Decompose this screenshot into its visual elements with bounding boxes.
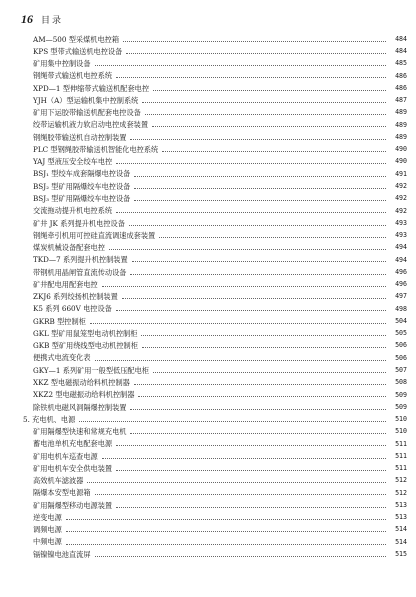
- toc-entry-title: 钢绳胶带输送机自动控制装置: [33, 132, 127, 142]
- toc-entry: [33, 327, 407, 339]
- dot-leader: [153, 90, 386, 91]
- toc-entry-title: XKZ2 型电磁振动给料机控制器: [33, 390, 135, 400]
- toc-entry: [33, 389, 407, 401]
- dot-leader: [102, 286, 386, 287]
- toc-entry: [33, 487, 407, 499]
- dot-leader: [132, 261, 386, 262]
- toc-entry: [33, 45, 407, 57]
- dot-leader: [142, 347, 386, 348]
- dot-leader: [130, 433, 386, 434]
- toc-entry-title: GKB 型矿用绕线型电动机控制柜: [33, 341, 138, 351]
- page-number: 16: [21, 12, 33, 26]
- toc-entry-page: 486: [395, 71, 407, 80]
- dot-leader: [141, 335, 386, 336]
- toc-entry-page: 505: [395, 329, 407, 338]
- toc-entry: [33, 192, 407, 204]
- toc-entry-title: 矿用集中控制设备: [33, 59, 91, 69]
- toc-entry: [33, 58, 407, 70]
- dot-leader: [134, 200, 386, 201]
- toc-entry: [33, 242, 407, 254]
- toc-entry-page: 490: [395, 145, 407, 154]
- toc-entry-title: KPS 型带式输送机电控设备: [33, 46, 123, 56]
- table-of-contents: [23, 33, 407, 560]
- toc-entry-title: 蓄电池单机充电配套电源: [33, 439, 113, 449]
- toc-entry-page: 514: [395, 537, 407, 546]
- toc-entry: [33, 499, 407, 511]
- toc-entry-title: AM—500 型采煤机电控箱: [33, 34, 120, 44]
- dot-leader: [87, 482, 386, 483]
- toc-entry-page: 510: [395, 415, 407, 424]
- toc-entry: [33, 180, 407, 192]
- toc-entry-page: 490: [395, 157, 407, 166]
- dot-leader: [102, 458, 386, 459]
- toc-entry: [33, 119, 407, 131]
- toc-entry: [33, 303, 407, 315]
- dot-leader: [66, 531, 386, 532]
- dot-leader: [134, 176, 386, 177]
- toc-entry-page: 492: [395, 194, 407, 203]
- toc-entry: [33, 107, 407, 119]
- toc-entry-page: 491: [395, 169, 407, 178]
- dot-leader: [142, 102, 386, 103]
- toc-entry-page: 485: [395, 59, 407, 68]
- toc-entry: [33, 217, 407, 229]
- toc-entry-page: 493: [395, 231, 407, 240]
- toc-entry: [33, 352, 407, 364]
- toc-entry: [33, 254, 407, 266]
- dot-leader: [130, 409, 386, 410]
- toc-entry-page: 489: [395, 132, 407, 141]
- dot-leader: [116, 445, 386, 446]
- toc-entry: [33, 548, 407, 560]
- toc-entry-page: 487: [395, 96, 407, 105]
- toc-entry-page: 494: [395, 243, 407, 252]
- toc-entry-page: 515: [395, 549, 407, 558]
- toc-entry-title: YJH（A）型运输机集中控制系统: [33, 95, 139, 105]
- dot-leader: [134, 384, 386, 385]
- toc-entry: [33, 438, 407, 450]
- toc-entry-title: BSJ₃ 型矿用隔爆绞车电控设备: [33, 193, 131, 203]
- toc-entry-title: 带钢机用晶闸管直流传动设备: [33, 267, 127, 277]
- toc-entry-page: 511: [395, 464, 407, 473]
- toc-entry: [33, 278, 407, 290]
- toc-entry-title: 矿用下运胶带输送机配套电控设备: [33, 108, 141, 118]
- toc-entry: [33, 376, 407, 388]
- dot-leader: [159, 237, 386, 238]
- toc-entry-title: 钢绳牵引机用可控硅直流调速成套装置: [33, 230, 156, 240]
- dot-leader: [123, 41, 386, 42]
- toc-entry: [33, 364, 407, 376]
- toc-entry-title: ZKJ6 系列绞扬机控制装置: [33, 292, 118, 302]
- toc-entry: [33, 131, 407, 143]
- toc-entry-title: 矿用电机车巡查电源: [33, 451, 98, 461]
- toc-entry: [33, 340, 407, 352]
- toc-entry-title: K5 系列 660V 电控设备: [33, 304, 112, 314]
- page-header: [21, 12, 63, 26]
- toc-entry-page: 506: [395, 341, 407, 350]
- dot-leader: [116, 470, 386, 471]
- toc-entry-title: 矿井 JK 系列提升机电控设备: [33, 218, 125, 228]
- dot-leader: [145, 114, 386, 115]
- toc-entry: [33, 450, 407, 462]
- dot-leader: [116, 77, 386, 78]
- toc-entry-page: 497: [395, 292, 407, 301]
- toc-entry-page: 509: [395, 402, 407, 411]
- toc-entry-title: 矿用电机车安全供电装置: [33, 463, 113, 473]
- toc-entry-title: 逆变电源: [33, 512, 62, 522]
- dot-leader: [130, 274, 386, 275]
- toc-entry: [33, 462, 407, 474]
- toc-entry-page: 496: [395, 267, 407, 276]
- toc-entry-title: 煤炭机械设备配套电控: [33, 243, 105, 253]
- toc-entry: [33, 70, 407, 82]
- toc-entry-page: 511: [395, 451, 407, 460]
- toc-entry-title: GKY—1 系列矿用一般型低压配电柜: [33, 365, 149, 375]
- dot-leader: [116, 310, 386, 311]
- toc-entry-title: 5. 充电机、电源: [23, 414, 76, 424]
- toc-section-heading: [23, 413, 407, 425]
- toc-entry: [33, 315, 407, 327]
- toc-entry: [33, 426, 407, 438]
- toc-entry-title: 隔爆本安型电源箱: [33, 488, 91, 498]
- toc-entry-page: 508: [395, 378, 407, 387]
- dot-leader: [138, 396, 386, 397]
- toc-entry-page: 504: [395, 316, 407, 325]
- running-title: 目录: [41, 16, 64, 26]
- dot-leader: [162, 151, 386, 152]
- dot-leader: [130, 139, 386, 140]
- toc-entry-title: 绞带运输机液力软启动电控成套装置: [33, 120, 149, 130]
- toc-entry-title: 中频电源: [33, 537, 62, 547]
- dot-leader: [116, 163, 386, 164]
- toc-entry-title: PLC 型钢绳胶带输送机智能化电控系统: [33, 144, 159, 154]
- dot-leader: [116, 507, 386, 508]
- toc-entry: [33, 266, 407, 278]
- toc-entry: [33, 94, 407, 106]
- toc-entry-page: 484: [395, 47, 407, 56]
- toc-entry-page: 492: [395, 182, 407, 191]
- toc-entry-title: XPD—1 型伸缩带式输送机配套电控: [33, 83, 150, 93]
- toc-entry-page: 494: [395, 255, 407, 264]
- toc-entry-page: 512: [395, 488, 407, 497]
- toc-entry-title: TKD—7 系列提升机控制装置: [33, 255, 128, 265]
- dot-leader: [134, 188, 386, 189]
- toc-entry: [33, 475, 407, 487]
- toc-entry-title: BSJ₁ 型绞车成套隔爆电控设备: [33, 169, 131, 179]
- toc-entry: [33, 156, 407, 168]
- toc-entry-page: 506: [395, 353, 407, 362]
- toc-entry: [33, 33, 407, 45]
- toc-entry-title: GKRB 型控制柜: [33, 316, 86, 326]
- toc-entry-title: 钢绳带式输送机电控系统: [33, 71, 113, 81]
- toc-entry-title: 镉镍镍电池直流屏: [33, 549, 91, 559]
- toc-entry-page: 509: [395, 390, 407, 399]
- toc-entry-page: 514: [395, 525, 407, 534]
- toc-entry-page: 513: [395, 500, 407, 509]
- toc-entry-title: BSJ₂ 型矿用隔爆绞车电控设备: [33, 181, 131, 191]
- toc-entry-page: 489: [395, 120, 407, 129]
- toc-entry-title: 调频电源: [33, 525, 62, 535]
- dot-leader: [109, 249, 386, 250]
- toc-entry: [33, 401, 407, 413]
- toc-entry: [33, 511, 407, 523]
- toc-entry-title: XKZ 型电磁振动给料机控制器: [33, 377, 130, 387]
- toc-entry: [33, 82, 407, 94]
- dot-leader: [90, 323, 386, 324]
- toc-entry: [33, 291, 407, 303]
- toc-entry-title: YAJ 型液压安全绞车电控: [33, 157, 113, 167]
- toc-entry-page: 484: [395, 34, 407, 43]
- toc-entry: [33, 524, 407, 536]
- toc-entry-page: 512: [395, 476, 407, 485]
- toc-entry-page: 510: [395, 427, 407, 436]
- toc-entry-title: 矿用隔爆型快速和常规充电机: [33, 427, 127, 437]
- dot-leader: [152, 126, 386, 127]
- toc-entry-title: 除铁机电磁风洞隔爆控制装置: [33, 402, 127, 412]
- toc-entry-title: 便携式电流变化表: [33, 353, 91, 363]
- toc-entry-page: 496: [395, 280, 407, 289]
- toc-entry-title: GKL 型矿用鼠笼型电动机控制柜: [33, 328, 138, 338]
- dot-leader: [126, 53, 386, 54]
- dot-leader: [129, 225, 386, 226]
- toc-entry-page: 507: [395, 366, 407, 374]
- dot-leader: [122, 298, 386, 299]
- toc-entry-title: 交流拖动提升机电控系统: [33, 206, 113, 216]
- toc-entry: [33, 205, 407, 217]
- toc-entry-page: 513: [395, 513, 407, 522]
- dot-leader: [95, 556, 386, 557]
- toc-entry-title: 高效机车滤波器: [33, 476, 84, 486]
- dot-leader: [66, 544, 386, 545]
- toc-entry-page: 492: [395, 206, 407, 215]
- toc-entry: [33, 536, 407, 548]
- toc-entry-page: 489: [395, 108, 407, 117]
- dot-leader: [153, 372, 386, 373]
- toc-entry: [33, 229, 407, 241]
- toc-entry-page: 493: [395, 218, 407, 227]
- dot-leader: [95, 494, 386, 495]
- toc-entry-page: 511: [395, 439, 407, 448]
- dot-leader: [95, 65, 386, 66]
- toc-entry-title: 矿井配电用配套电控: [33, 279, 98, 289]
- toc-entry-page: 486: [395, 83, 407, 92]
- toc-entry: [33, 143, 407, 155]
- toc-entry-page: 498: [395, 304, 407, 313]
- dot-leader: [95, 360, 386, 361]
- toc-entry: [33, 168, 407, 180]
- dot-leader: [66, 519, 386, 520]
- dot-leader: [116, 212, 386, 213]
- toc-entry-title: 矿用隔爆型移动电源装置: [33, 500, 113, 510]
- dot-leader: [79, 421, 386, 422]
